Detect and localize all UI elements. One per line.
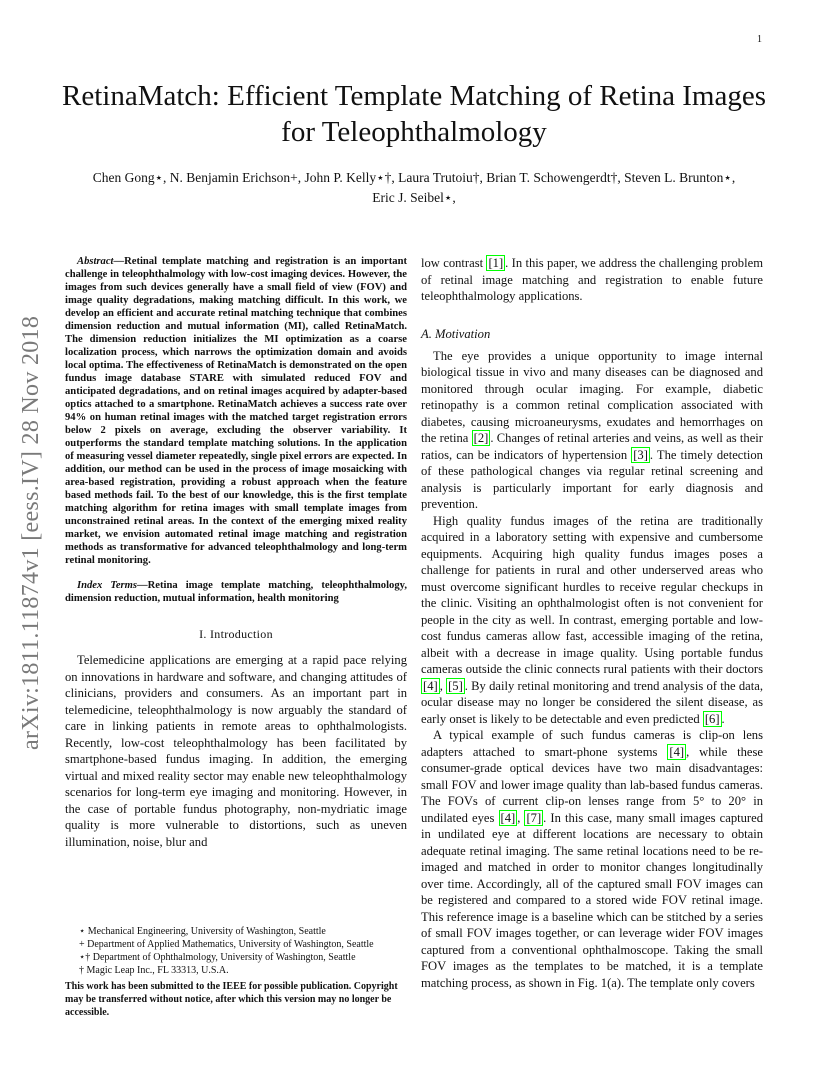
page-number: 1 [757,34,762,45]
copyright-notice: This work has been submitted to the IEEE for possible publication. Copyright may be transferred without notice, after which this version may no longer be accessible. [65,981,398,1018]
text-run: . By daily retinal monitoring and trend analysis of the data, ocular disease may no longer be considered the silent disease, as early onset is likely to be detectable and even predicted [421,678,763,726]
motivation-paragraph-1 [421,348,763,513]
citation-link[interactable]: [2] [473,431,489,445]
paper-title: RetinaMatch: Efficient Template Matching of Retina Images for Teleophthalmology [62,80,766,148]
subsection-heading-motivation: A. Motivation [421,326,491,341]
citation-link[interactable]: [6] [704,711,720,726]
motivation-paragraph-2 [421,513,763,728]
left-column [65,255,407,850]
abstract-lead: Abstract [77,256,114,267]
text-run: . [721,711,725,726]
footnote-mechanical-engineering: ⋆ Mechanical Engineering, University of Washington, Seattle [79,926,326,937]
section-heading-introduction: I. Introduction [199,627,273,641]
text-run: The eye provides a unique opportunity to image internal biological tissue in vivo and many diseases can be diagnosed and monitored through ocular imaging. For example, diabetic retinopathy is a common retinal complication associated with diabetes, causing microaneurysms, exudates and hemorrhages on the retina [421,348,763,445]
continued-paragraph [421,255,763,305]
text-run: A typical example of such fundus cameras is clip-on lens adapters attached to smart-phone systems [421,728,763,759]
text-run: , [439,678,447,693]
citation-link[interactable]: [4] [423,678,438,693]
right-column [421,255,763,991]
footnote-ophthalmology: ⋆† Department of Ophthalmology, University of Washington, Seattle [79,952,356,963]
footnote-magic-leap: † Magic Leap Inc., FL 33313, U.S.A. [79,965,229,976]
index-terms-text: —Retina image template matching, teleophthalmology, dimension reduction, mutual information, health monitoring [65,580,407,604]
text-run: . Changes of retinal arteries and veins, as well as their ratios, can be indicators of hypertension [421,431,764,462]
text-run: . The timely detection of these pathological changes via regular retinal screening and analysis is particularly important for early diagnosis and prevention. [421,447,763,511]
motivation-paragraph-3 [421,727,763,991]
citation-link[interactable]: [4] [669,744,685,759]
text-run: . In this paper, we address the challenging problem of retinal image matching and registration to enable future teleophthalmology applications. [421,256,763,303]
author-list: Chen Gong⋆, N. Benjamin Erichson+, John P. Kelly⋆†, Laura Trutoiu†, Brian T. Schowengerdt†, Steven L. Brunton⋆, Eric J. Seibel⋆, [92,170,736,205]
abstract [65,255,407,567]
abstract-text: —Retinal template matching and registration is an important challenge in teleophthalmology with low-cost imaging devices. However, the images from such devices generally have a small field of view (FOV) and image quality degradations, making matching difficult. In this work, we develop an efficient and accurate retinal matching technique that combines dimension reduction and mutual information (MI), called RetinaMatch. The dimension reduction initializes the MI optimization as a coarse localization process, which narrows the optimization domain and avoids local optima. The effectiveness of RetinaMatch is demonstrated on the open fundus image database STARE with simulated reduced FOV and anticipated degradations, and on retinal images acquired by adapter-based optics attached to a smartphone. RetinaMatch achieves a success rate over 94% on human retinal images with the matched target registration errors below 2 pixels on average, excluding the observer variability. It outperforms the standard template matching solutions. In the application of measuring vessel diameter repeatedly, single pixel errors are expected. In addition, our method can be used in the process of image mosaicking with area-based registration, providing a robust approach when the feature based methods fail. To the best of our knowledge, this is the first template matching algorithm for retina images with small template images from unconstrained retinal areas. In the context of the emerging mixed reality market, we envision automated retinal image matching and registration methods as transformative for advanced teleophthalmology and long-term retinal monitoring. [65,256,407,566]
citation-link[interactable]: [5] [448,678,463,693]
text-run: , while these consumer-grade optical devices have two main disadvantages: small FOV and lower image quality than lab-based fundus cameras. The FOVs of current clip-on lenses range from 5° to 20° in undilated eyes [421,744,763,825]
index-terms [65,579,407,605]
citation-link[interactable]: [1] [488,256,504,270]
intro-paragraph: Telemedicine applications are emerging at a rapid pace relying on innovations in hardware and software, and changing attitudes of clinicians, providers and consumers. As an important part in telemedicine, teleophthalmology is now arguably the standard of care in linking patients in remote areas to ophthalmologists. Recently, low-cost teleophthalmology has been facilitated by smartphone-based fundus imaging. In addition, the emerging virtual and mixed reality sector may enable new teleophthalmology scenarios for long-term eye imaging and monitoring. However, in the case of portable fundus photography, non-mydriatic image quality is more vulnerable to distortions, such as uneven illumination, noise, blur and [65,653,407,849]
index-terms-lead: Index Terms [77,580,138,591]
arxiv-stamp[interactable]: arXiv:1811.11874v1 [eess.IV] 28 Nov 2018 [18,315,44,750]
text-run: low contrast [421,256,487,270]
text-run: . In this case, many small images captured in undilated eye at different locations are necessary to obtain adequate retinal imaging. The same retinal locations need to be re-imaged and matched in order to monitor changes longitudinally over time. Accordingly, all of the captured small FOV images can be registered and compared to a stored wide FOV retinal image. This reference image is a baseline which can be stitched by a series of small FOV images together, or can leverage wider FOV images captured from a conventional ophthalmoscope. Taking the small FOV images as the templates to be matched, it is a template matching process, as shown in Fig. 1(a). The template only covers [421,810,763,990]
footnote-applied-mathematics: + Department of Applied Mathematics, University of Washington, Seattle [79,939,374,950]
footnotes [65,925,407,1019]
citation-link[interactable]: [7] [526,810,542,825]
citation-link[interactable]: [4] [500,810,516,825]
citation-link[interactable]: [3] [633,447,648,462]
text-run: , [517,810,525,825]
text-run: High quality fundus images of the retina are traditionally acquired in a laboratory setting with expensive and cumbersome equipments. Acquiring high quality fundus images poses a challenge for patients in rural and other underserved areas who must overcome significant hurdles to receive regular checkups in the clinic. Visiting an ophthalmologist often is not convenient for people in the city as well. In contrast, emerging portable and low-cost fundus cameras allow fast, accessible imaging of the retina, albeit with a decrease in image quality. Using portable fundus cameras outside the clinic connects rural patients with their doctors [421,513,763,676]
